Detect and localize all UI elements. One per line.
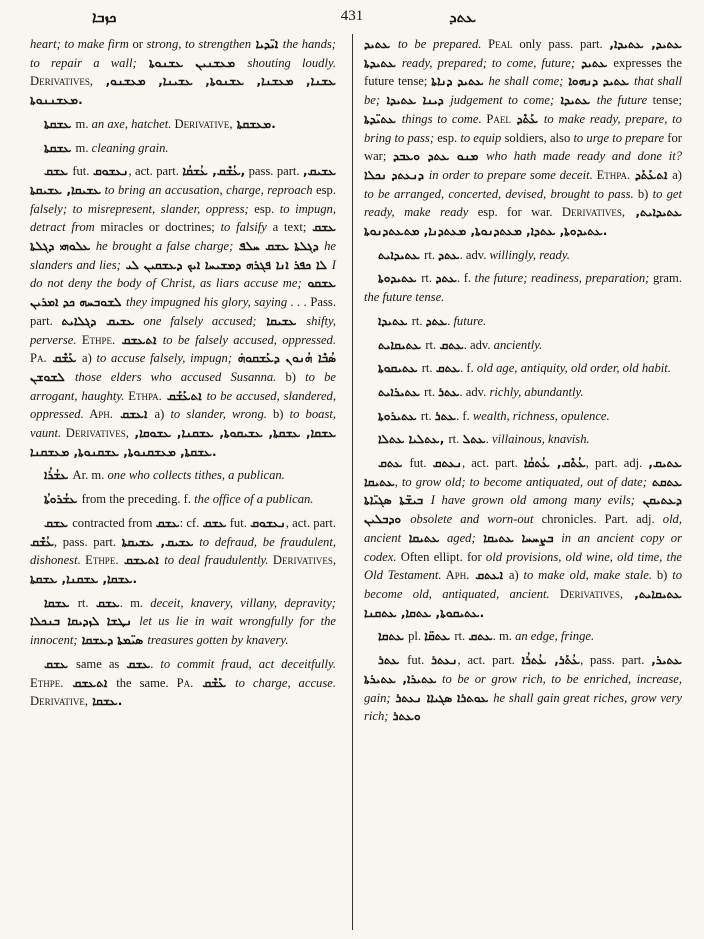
syriac-text: ܣܝ̈ܡܬܐ ܕܥܫܩܐ bbox=[77, 633, 148, 648]
grammar-label: Derivatives, bbox=[549, 586, 624, 601]
definition-text: old age, antiquity, old order, old habit. bbox=[476, 361, 671, 376]
definition-text: to accuse falsely, impugn; bbox=[96, 351, 233, 366]
syriac-text: ܥܳܬܶܩ, ܥܳܬܩܳܐ bbox=[523, 456, 586, 471]
grammar-label: Aph. bbox=[83, 407, 113, 422]
definition-text: the hands; to repair a wall; bbox=[30, 37, 336, 70]
definition-text: m. bbox=[75, 140, 92, 155]
syriac-text: ܥܬܩ bbox=[468, 629, 493, 644]
definition-text: to make old, make stale. bbox=[523, 568, 653, 583]
definition-text: m. bbox=[75, 116, 92, 131]
left-headword: ܟܙܒܐ bbox=[92, 8, 117, 26]
definition-text: expresses the future tense; bbox=[364, 55, 682, 89]
grammar-label: Peal bbox=[481, 37, 513, 51]
syriac-text: ܡܥܫܢܝܢ bbox=[136, 55, 236, 70]
syriac-text: ܥܫܳܪܳܐ bbox=[44, 468, 73, 483]
definition-text: . f. bbox=[457, 271, 475, 286]
definition-text: wealth, richness, opulence. bbox=[472, 408, 610, 423]
definition-text: b) bbox=[276, 369, 306, 384]
definition-text: to commit fraud, act deceitfully. bbox=[160, 656, 336, 671]
definition-text: a) bbox=[508, 568, 524, 583]
definition-text: to urge to prepare bbox=[573, 130, 665, 145]
syriac-text: ܐܝ̈ܕܝܐ bbox=[251, 37, 283, 51]
definition-text: rt. bbox=[454, 629, 469, 644]
syriac-text: ܥܬܝܕ ܕܢܐܬܐ bbox=[431, 74, 489, 89]
definition-text: from the preceding. f. bbox=[81, 492, 195, 507]
grammar-label: Derivatives, bbox=[552, 205, 625, 220]
syriac-text: ܕܢܥܬܕ ܢܟܠܐ bbox=[364, 167, 429, 182]
left-column-entry bbox=[30, 514, 336, 589]
definition-text: , act. part. bbox=[128, 164, 183, 179]
definition-text: to become old, antiquated, ancient. bbox=[364, 568, 682, 601]
definition-text: pl. bbox=[408, 629, 425, 644]
definition-text: the future bbox=[596, 93, 648, 108]
definition-text: to boast, vaunt. bbox=[30, 407, 336, 441]
syriac-text: ܥܬܝܩܐܝܬ, ܥܬܝܩܘܬܐ, ܥܬܩܐ, ܥܬܩܢܐ. bbox=[364, 586, 682, 620]
definition-text: the office of a publican. bbox=[194, 492, 314, 507]
syriac-text: ܥܬܪ bbox=[378, 653, 408, 668]
grammar-label: Pa. bbox=[30, 351, 47, 366]
syriac-text: ܘܥܬܪ bbox=[388, 709, 421, 724]
definition-text: only pass. part. bbox=[512, 37, 610, 51]
definition-text: b) bbox=[266, 407, 290, 422]
definition-text: shifty, perverse. bbox=[30, 313, 336, 347]
definition-text: that shall be; bbox=[364, 74, 682, 108]
syriac-text: ܥܫܳܪܘܬܳܐ bbox=[44, 492, 82, 507]
right-column-entry bbox=[364, 35, 682, 241]
left-column-entry bbox=[30, 35, 336, 110]
definition-text: . f. bbox=[456, 408, 473, 423]
syriac-text: ܥܫܩܬܐ bbox=[44, 116, 76, 131]
definition-text: contracted from bbox=[72, 515, 156, 530]
definition-text: fut. bbox=[72, 164, 93, 179]
syriac-text: ܥܬܝܕ, ܥܬܝܕܐ, ܥܬܝܕܬܐ bbox=[364, 37, 682, 70]
syriac-text: ܥܫܝܩ, ܥܫܝܩܐ, ܥܫܝܩܬܐ bbox=[30, 164, 336, 197]
definition-text: rt. bbox=[420, 408, 435, 423]
page-number: 431 bbox=[340, 8, 364, 24]
right-column-entry bbox=[364, 383, 682, 402]
syriac-text: ܥܬܝܕܐ bbox=[554, 93, 597, 108]
definition-text: richly, abundantly. bbox=[489, 384, 584, 399]
definition-text: . bbox=[150, 656, 161, 671]
definition-text: judgement to come; bbox=[450, 93, 555, 108]
right-column-entry bbox=[364, 312, 682, 331]
syriac-text: ܡܢܘ ܥܬܕ ܘܥܒܕ bbox=[393, 149, 487, 164]
syriac-text: ܥܫܩܬܐ bbox=[44, 140, 76, 155]
syriac-text: ܥܫܩ bbox=[155, 515, 180, 530]
definition-text: those elders who accused Susanna. bbox=[74, 369, 277, 384]
syriac-text: ܥܬܝܪ, ܥܬܝܪܐ, ܥܬܝܪܬܐ bbox=[364, 653, 682, 686]
syriac-text: ܢܥܬܪ bbox=[431, 653, 458, 668]
syriac-text: ܥܫܩ bbox=[44, 515, 73, 530]
definition-text: esp. bbox=[248, 201, 280, 216]
syriac-text: ܥܫܩܐ. bbox=[88, 694, 123, 709]
syriac-text: ܥܬܩ bbox=[439, 337, 464, 352]
syriac-text: ܥܬܩ bbox=[435, 361, 461, 376]
syriac-text: ܥܬܠ bbox=[462, 432, 486, 447]
definition-text: falsely; to misrepresent, slander, oppress; bbox=[30, 201, 249, 216]
definition-text: rt. bbox=[421, 271, 436, 286]
definition-text: to falsify bbox=[220, 220, 267, 235]
syriac-text: ܥܬܕ bbox=[435, 271, 457, 286]
right-column-entry bbox=[364, 336, 682, 355]
syriac-text: ܥܬܝ̈ܕܬܐ bbox=[364, 111, 402, 126]
syriac-text: ܠܐ ܟܦܪ ܐܢܐ ܦܓܪܗ ܕܡܫܝܚܐ ܐܝܟ ܕܥܫܩܝܢ ܠܝ bbox=[120, 257, 332, 272]
right-column-entry bbox=[364, 430, 682, 449]
syriac-text: ܥܬܝܕܐ bbox=[378, 313, 412, 328]
syriac-text: ܥܬܝܩܘܬܐ bbox=[378, 361, 422, 376]
definition-text: to be falsely accused, oppressed. bbox=[162, 332, 336, 347]
definition-text: rt. bbox=[421, 361, 436, 376]
right-headword: ܥܬܕ bbox=[449, 8, 476, 26]
definition-text: Ar. m. bbox=[72, 468, 108, 483]
syriac-text: ܢܥܫܘܩ bbox=[92, 164, 129, 179]
syriac-text: ܥܬܝܪܐܝܬ bbox=[378, 384, 425, 399]
syriac-text: ܐܬܥܫܩ bbox=[118, 553, 165, 568]
definition-text: Often ellipt. for bbox=[396, 549, 486, 564]
definition-text: b) bbox=[652, 568, 673, 583]
definition-text: obsolete and worn-out bbox=[410, 512, 534, 527]
right-column-entry bbox=[364, 246, 682, 265]
grammar-label: Derivatives, bbox=[268, 553, 336, 568]
grammar-label: Ethpa. bbox=[124, 388, 162, 403]
definition-text: to be arrogant, haughty. bbox=[30, 369, 336, 403]
definition-text: rt. bbox=[425, 337, 440, 352]
definition-text: rt. bbox=[424, 384, 439, 399]
syriac-text: ܥܫܝܩ, ܥܫܝܩܬܐ bbox=[121, 534, 194, 549]
definition-text: to make ready, prepare, to bring to pass; bbox=[364, 111, 682, 145]
right-column-entry bbox=[364, 407, 682, 426]
syriac-text: ܥܬܝܩ, ܥܬܝܩܐ bbox=[364, 456, 682, 489]
syriac-text: ܥܫܩ bbox=[202, 515, 227, 530]
syriac-text: ܥܬܝܕ bbox=[575, 55, 614, 70]
syriac-text: ܥܫܝܩܐ bbox=[256, 313, 307, 328]
definition-text: treasures gotten by knavery. bbox=[147, 633, 289, 648]
syriac-text: ܥܫܩ bbox=[126, 656, 151, 671]
definition-text: rt. bbox=[77, 595, 96, 610]
definition-text: , act. part. bbox=[462, 456, 524, 471]
syriac-text: ܥܰܫܶܩ bbox=[193, 675, 236, 690]
definition-text: to charge, accuse. bbox=[235, 675, 336, 690]
grammar-label: Derivative, bbox=[171, 116, 233, 131]
definition-text: , pass. part. bbox=[53, 534, 122, 549]
definition-text: pass. part. bbox=[245, 164, 303, 179]
syriac-text: ܥܳܫܶܩ, ܥܳܫܩܳܐ, bbox=[182, 164, 246, 179]
grammar-label: Derivatives, bbox=[61, 426, 129, 441]
syriac-text: ܥܘܬܪܐ ܣܓܝܐܐ ܢܥܬܪ bbox=[390, 690, 494, 705]
definition-text: I do not deny the body of Christ, as liars accuse me; bbox=[30, 257, 336, 291]
definition-text: fut. bbox=[407, 653, 432, 668]
definition-text: esp. bbox=[312, 182, 336, 197]
definition-text: to be accused, slandered, oppressed. bbox=[30, 388, 336, 422]
definition-text: he shall come; bbox=[488, 74, 564, 89]
definition-text: fut. bbox=[226, 515, 251, 530]
left-column bbox=[30, 35, 336, 711]
definition-text: to be or grow rich, to be enriched, increase, gain; bbox=[364, 671, 682, 705]
definition-text: to defraud, be fraudulent, dishonest. bbox=[30, 534, 336, 568]
syriac-text: ܥܬܩ bbox=[378, 456, 410, 471]
syriac-text: ܥܫܩ bbox=[44, 164, 73, 179]
definition-text: willingly, ready. bbox=[489, 247, 570, 262]
definition-text: old provisions, old wine, old time, the Old Testament. bbox=[364, 549, 682, 583]
definition-text: the future tense. bbox=[364, 290, 445, 305]
definition-text: future. bbox=[453, 313, 487, 328]
syriac-text: ܥܬܩܐ bbox=[378, 629, 409, 644]
definition-text: heart; to make firm bbox=[30, 37, 129, 51]
syriac-text: ܕܓܠܬܐ ܥܫܩ ܚܠܦ bbox=[233, 239, 325, 254]
right-column-entry bbox=[364, 269, 682, 306]
definition-text: esp. for war. bbox=[468, 205, 553, 220]
grammar-label: Derivative, bbox=[30, 694, 89, 709]
definition-text: gram. bbox=[649, 271, 682, 286]
syriac-text: ܥܬܝܩܐ bbox=[401, 530, 447, 545]
syriac-text: ܥܬܪ bbox=[434, 408, 457, 423]
definition-text: strong, to strengthen bbox=[146, 37, 252, 51]
definition-text: rt. bbox=[411, 313, 426, 328]
syriac-text: ܥܬܝܕܐܝܬ bbox=[378, 247, 425, 262]
syriac-text: ܐܥܫܩ bbox=[112, 407, 155, 422]
grammar-label: Ethpe. bbox=[76, 332, 116, 347]
definition-text: . bbox=[485, 432, 493, 447]
definition-text: , part. adj. bbox=[585, 456, 649, 471]
left-column-entry bbox=[30, 466, 336, 485]
left-column-entry bbox=[30, 162, 336, 461]
syriac-text: ܥܬܪ bbox=[438, 384, 460, 399]
syriac-text: ܐܬܥܫܩ bbox=[115, 332, 163, 347]
column-rule bbox=[352, 34, 353, 930]
definition-text: to equip bbox=[460, 130, 502, 145]
running-header bbox=[0, 6, 704, 32]
syriac-text: ܥܳܫܶܩ bbox=[30, 534, 54, 549]
definition-text: , pass. part. bbox=[580, 653, 652, 668]
definition-text: soldiers, also bbox=[501, 130, 574, 145]
syriac-text: ܥܫܢܐ, ܡܥܫܢܐ, ܥܫܢܘܬܐ, ܥܫܝܢܐ, ܡܥܫܢܘ, ܡܥܫܢܢܘܬܐ. bbox=[30, 74, 336, 108]
definition-text: in an ancient copy or codex. bbox=[364, 530, 682, 564]
definition-text: deceit, knavery, villany, depravity; bbox=[150, 595, 337, 610]
definition-text: to deal fraudulently. bbox=[164, 553, 269, 568]
definition-text: to bring an accusation, charge, reproach bbox=[101, 182, 313, 197]
definition-text: . m. bbox=[119, 595, 151, 610]
definition-text: he slanders and lies; bbox=[30, 239, 336, 272]
definition-text: tense; bbox=[647, 93, 683, 108]
definition-text: an axe, hatchet. bbox=[91, 116, 172, 131]
definition-text: miracles or doctrines; bbox=[94, 220, 221, 235]
definition-text: let us lie in wait wrongfully for the innocent; bbox=[30, 614, 337, 648]
definition-text: I have grown old among many evils; bbox=[430, 493, 635, 508]
definition-text: , act. part. bbox=[457, 653, 522, 668]
syriac-text: ܥܬܝܕ bbox=[364, 37, 398, 51]
syriac-text: ܐܬܥܰܫܰܩ bbox=[161, 388, 207, 403]
left-column-entry bbox=[30, 490, 336, 509]
definition-text: to slander, wrong. bbox=[170, 407, 267, 422]
definition-text: . adv. bbox=[459, 247, 490, 262]
definition-text: . m. bbox=[492, 629, 516, 644]
syriac-text: ܥܳܬܰܪ, ܥܳܬܪܳܐ bbox=[521, 653, 581, 668]
definition-text: to be arranged, concerted, devised, brought to pass. bbox=[364, 186, 634, 201]
definition-text: who hath made ready and done it? bbox=[486, 149, 682, 164]
definition-text: a) bbox=[672, 167, 683, 182]
syriac-text: ܣܳܒܶܐ ܗܳܢܘܢ ܕܥܰܫܩܘܗ̇ ܠܫܘܫܢ bbox=[30, 351, 336, 384]
syriac-text: ܐܬܥܰܬܰܕ bbox=[630, 167, 673, 182]
syriac-text: ܥܬܩܬ ܒܝܫ̈ܬܐ ܣܓܝ̈ܐܬܐ bbox=[364, 474, 683, 508]
definition-text: to impugn, detract from bbox=[30, 201, 336, 235]
definition-text: fut. bbox=[409, 456, 433, 471]
right-column-entry bbox=[364, 359, 682, 378]
syriac-text: ܥܬܝܩܐܝܬ bbox=[378, 337, 426, 352]
definition-text: to become antiquated, out of date; bbox=[465, 474, 647, 489]
definition-text: esp. bbox=[434, 130, 461, 145]
definition-text: b) bbox=[633, 186, 653, 201]
right-column bbox=[364, 35, 682, 726]
definition-text: or bbox=[128, 37, 147, 51]
definition-text: aged; bbox=[447, 530, 476, 545]
definition-text: . bbox=[447, 313, 454, 328]
definition-text: one falsely accused; bbox=[134, 313, 257, 328]
definition-text: shouting loudly. bbox=[247, 55, 336, 70]
definition-text: a) bbox=[154, 407, 171, 422]
syriac-text: ܥܫܩ bbox=[95, 595, 120, 610]
definition-text: villainous, knavish. bbox=[492, 432, 590, 447]
definition-text: things to come. bbox=[401, 111, 482, 126]
grammar-label: Aph. bbox=[441, 568, 470, 583]
right-column-entry bbox=[364, 454, 682, 622]
syriac-text: ܕܝܢܐ ܥܬܝܕܐ bbox=[380, 93, 451, 108]
definition-text: for war; bbox=[364, 130, 682, 164]
definition-text: anciently. bbox=[493, 337, 543, 352]
definition-text: rt. bbox=[424, 247, 439, 262]
definition-text: he shall gain great riches, grow very rich; bbox=[364, 690, 682, 724]
definition-text: . f. bbox=[460, 361, 477, 376]
syriac-text: ܥܫܩ ܥܠܘܗܝ ܕܓܠܬܐ bbox=[30, 220, 336, 254]
grammar-label: Derivatives, bbox=[30, 74, 94, 89]
definition-text: chronicles. Part. adj. bbox=[533, 512, 663, 527]
definition-text: . adv. bbox=[463, 337, 494, 352]
syriac-text: ܥܫܩܐ, ܥܫܩܢܐ, ܥܫܩܬܐ. bbox=[30, 571, 138, 586]
syriac-text: ܥܬܝܪܘܬܐ bbox=[378, 408, 421, 423]
syriac-text: ܥܬܝܕ ܕܢܗܘܐ bbox=[563, 74, 634, 89]
definition-text: , act. part. bbox=[285, 515, 336, 530]
definition-text: ready, prepared; to come, future; bbox=[401, 55, 576, 70]
grammar-label: Ethpe. bbox=[30, 675, 64, 690]
syriac-text: ܐܬܥܫܩ bbox=[63, 675, 117, 690]
definition-text: to grow old; bbox=[401, 474, 466, 489]
syriac-text: ܥܬܩ̈ܐ bbox=[424, 629, 455, 644]
syriac-text: ܡܥܫܩܬܐ. bbox=[232, 116, 276, 131]
syriac-text: ܥܫܩܐ, ܥܫܩܬܐ, ܥܫܝܩܘܬܐ, ܥܫܩܢܐ, ܥܫܘܩܐ, ܥܫܩܬܐ, ܡܥܫܩܢܘܬܐ, ܥܫܩܢܘܬܐ, ܡܥܫܩܢܐ. bbox=[30, 426, 337, 459]
syriac-text: ܥܫܝܩ ܕܓܠܐܝܬ bbox=[61, 313, 135, 328]
syriac-text: ܥܰܫܶܩ bbox=[46, 351, 83, 366]
definition-text: a) bbox=[82, 351, 97, 366]
syriac-text: ܐܥܬܩ bbox=[469, 568, 509, 583]
syriac-text: ܥܬܕ bbox=[438, 247, 460, 262]
definition-text: a text; bbox=[266, 220, 313, 235]
syriac-text: ܢܥܫܘܩ bbox=[250, 515, 286, 530]
definition-text: : cf. bbox=[179, 515, 203, 530]
right-column-entry bbox=[364, 651, 682, 726]
definition-text: same as bbox=[75, 656, 127, 671]
syriac-text: ܥܫܢܘܬܐ bbox=[148, 55, 248, 70]
syriac-text: ܥܬܕ bbox=[425, 313, 448, 328]
definition-text: old, ancient bbox=[364, 512, 683, 545]
syriac-text: ܥܫܩܘ ܠܫܘܒܚܗ ܟܕ ܐܡܪܝܢ bbox=[30, 276, 336, 310]
syriac-text: ܥܬܠܝܐ bbox=[404, 432, 440, 447]
grammar-label: Ethpe. bbox=[80, 553, 119, 568]
definition-text: . adv. bbox=[459, 384, 490, 399]
definition-text: to get ready, make ready bbox=[364, 186, 682, 220]
syriac-text: ܥܬܝܕܘܬܐ bbox=[378, 271, 422, 286]
left-column-entry bbox=[30, 115, 336, 134]
definition-text: to be prepared. bbox=[397, 37, 482, 51]
syriac-text: ܕܥܬܝܩܢ ܘܕܒܠܝܢ bbox=[364, 493, 682, 527]
definition-text: , bbox=[394, 474, 402, 489]
definition-text: rt. bbox=[448, 432, 463, 447]
syriac-text: ܥܰܬܶܕ bbox=[510, 111, 544, 126]
definition-text: he brought a false charge; bbox=[95, 239, 234, 254]
definition-text: the future; readiness, preparation; bbox=[474, 271, 650, 286]
definition-text: they impugned his glory, saying . . . bbox=[126, 295, 307, 310]
left-column-entry bbox=[30, 594, 336, 650]
syriac-text: ܥܬܠܐ, bbox=[378, 432, 449, 447]
definition-text: cleaning grain. bbox=[91, 140, 169, 155]
syriac-text: ܢܛܫܐ ܠܙܕܝܩܐ ܒܢܟܠܐ bbox=[30, 614, 140, 629]
definition-text: one who collects tithes, a publican. bbox=[107, 468, 285, 483]
syriac-text: ܥܫܩܐ bbox=[44, 595, 78, 610]
grammar-label: Pael bbox=[481, 111, 511, 126]
syriac-text: ܥܬܝܕܐܝܬ, ܥܬܝܕܘܬܐ, ܥܬܕܐ, ܡܥܬܕܢܘܬܐ, ܡܥܬܕܢܐ, ܡܬܥܬܕܢܘܬܐ. bbox=[364, 205, 682, 239]
definition-text: the same. bbox=[116, 675, 169, 690]
definition-text: an edge, fringe. bbox=[515, 629, 595, 644]
grammar-label: Ethpa. bbox=[592, 167, 631, 182]
syriac-text: ܒܨܚܚܐ ܥܬܝܩܐ bbox=[475, 530, 562, 545]
grammar-label: Pa. bbox=[168, 675, 194, 690]
left-column-entry bbox=[30, 139, 336, 158]
left-column-entry bbox=[30, 655, 336, 711]
right-column-entry bbox=[364, 627, 682, 646]
definition-text: Pass. part. bbox=[30, 295, 336, 328]
syriac-text: ܢܥܬܩ bbox=[432, 456, 463, 471]
syriac-text: ܥܫܩ bbox=[44, 656, 76, 671]
definition-text: in order to prepare some deceit. bbox=[428, 167, 593, 182]
